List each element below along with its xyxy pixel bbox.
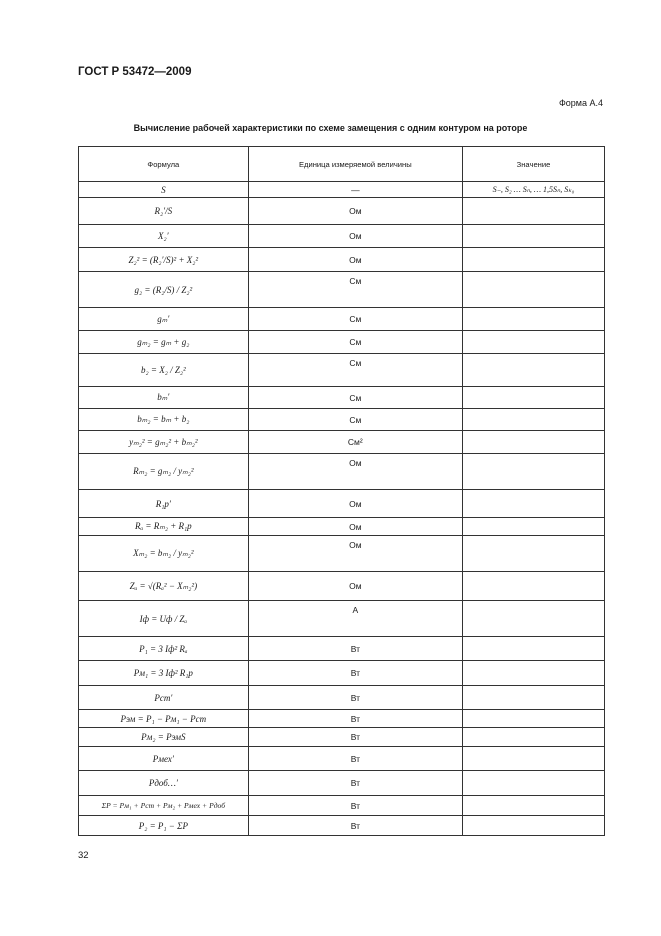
unit-cell: См [248, 272, 462, 308]
unit-cell: Вт [248, 637, 462, 661]
value-cell [463, 518, 605, 536]
table-row [79, 661, 605, 686]
value-cell [463, 572, 605, 601]
page-number: 32 [78, 850, 89, 861]
formula-cell: g₂ = (R₂/S) / Z₂² [79, 272, 249, 308]
formula-cell: S [79, 182, 249, 198]
value-cell [463, 816, 605, 836]
formula-cell: Xₘ₂ = bₘ₂ / yₘ₂² [79, 536, 249, 572]
table-row [79, 409, 605, 431]
value-cell [463, 354, 605, 387]
table-header-row [79, 147, 605, 182]
calculation-table [78, 146, 605, 836]
unit-cell: Вт [248, 771, 462, 796]
column-header-unit: Единица измеряемой величины [248, 147, 462, 182]
value-cell [463, 198, 605, 225]
unit-cell: Вт [248, 747, 462, 771]
value-cell [463, 637, 605, 661]
value-cell [463, 387, 605, 409]
form-label: Форма А.4 [558, 98, 603, 108]
unit-cell: См² [248, 431, 462, 454]
table-row [79, 182, 605, 198]
value-cell [463, 331, 605, 354]
unit-cell: См [248, 409, 462, 431]
formula-cell: ΣP = Pм₁ + Pст + Pм₂ + Pмех + Pдоб [79, 796, 249, 816]
table-row [79, 518, 605, 536]
table-row [79, 354, 605, 387]
table-row [79, 431, 605, 454]
unit-cell: А [248, 601, 462, 637]
formula-cell: Pм₁ = 3 Iф² R₁р [79, 661, 249, 686]
table-row [79, 536, 605, 572]
unit-cell: Ом [248, 454, 462, 490]
unit-cell: Вт [248, 686, 462, 710]
formula-cell: gₘ′ [79, 308, 249, 331]
unit-cell: Вт [248, 710, 462, 728]
formula-cell: Pм₂ = PэмS [79, 728, 249, 747]
formula-cell: R₁р′ [79, 490, 249, 518]
formula-cell: bₘ′ [79, 387, 249, 409]
standard-number: ГОСТ Р 53472—2009 [78, 66, 192, 78]
table-row [79, 816, 605, 836]
formula-cell: gₘ₂ = gₘ + g₂ [79, 331, 249, 354]
formula-cell: P₁ = 3 Iф² Rₐ [79, 637, 249, 661]
unit-cell: См [248, 331, 462, 354]
value-cell [463, 454, 605, 490]
value-cell [463, 661, 605, 686]
value-cell [463, 747, 605, 771]
column-header-formula: Формула [79, 147, 249, 182]
unit-cell: См [248, 387, 462, 409]
formula-cell: X₂′ [79, 225, 249, 248]
unit-cell: Ом [248, 490, 462, 518]
table-row [79, 637, 605, 661]
value-cell [463, 728, 605, 747]
value-cell [463, 536, 605, 572]
table-row [79, 747, 605, 771]
formula-cell: b₂ = X₂ / Z₂² [79, 354, 249, 387]
table-row [79, 308, 605, 331]
value-cell [463, 490, 605, 518]
value-cell [463, 225, 605, 248]
column-header-value: Значение [463, 147, 605, 182]
table-row [79, 771, 605, 796]
table-title: Вычисление рабочей характеристики по схеме замещения с одним контуром на роторе [133, 123, 528, 133]
formula-cell: Pэм = P₁ − Pм₁ − Pст [79, 710, 249, 728]
formula-cell: bₘ₂ = bₘ + b₂ [79, 409, 249, 431]
table-row [79, 728, 605, 747]
unit-cell: Ом [248, 536, 462, 572]
table-row [79, 490, 605, 518]
unit-cell: Вт [248, 661, 462, 686]
formula-cell: Pмех′ [79, 747, 249, 771]
unit-cell: Ом [248, 248, 462, 272]
unit-cell: Вт [248, 728, 462, 747]
unit-cell: Ом [248, 198, 462, 225]
formula-cell: Zₐ = √(Rₐ² − Xₘ₂²) [79, 572, 249, 601]
value-cell [463, 601, 605, 637]
unit-cell: См [248, 354, 462, 387]
value-cell [463, 272, 605, 308]
formula-cell: Rₘ₂ = gₘ₂ / yₘ₂² [79, 454, 249, 490]
unit-cell: Ом [248, 572, 462, 601]
table-row [79, 454, 605, 490]
unit-cell: Ом [248, 518, 462, 536]
unit-cell: Ом [248, 225, 462, 248]
table-row [79, 572, 605, 601]
unit-cell: Вт [248, 796, 462, 816]
value-cell [463, 686, 605, 710]
table-row [79, 331, 605, 354]
value-cell [463, 431, 605, 454]
table-row [79, 686, 605, 710]
formula-cell: Z₂² = (R₂′/S)² + X₂² [79, 248, 249, 272]
unit-cell: Вт [248, 816, 462, 836]
value-cell [463, 710, 605, 728]
formula-cell: yₘ₂² = gₘ₂² + bₘ₂² [79, 431, 249, 454]
unit-cell: — [248, 182, 462, 198]
table-row [79, 198, 605, 225]
formula-cell: P₂ = P₁ − ΣP [79, 816, 249, 836]
value-cell [463, 409, 605, 431]
table-row [79, 248, 605, 272]
value-cell [463, 796, 605, 816]
table-row [79, 225, 605, 248]
table-row [79, 387, 605, 409]
formula-cell: Iф = Uф / Zₐ [79, 601, 249, 637]
value-cell [463, 308, 605, 331]
value-cell: S₋, S₂ … Sₙ, … 1,5Sₙ, Sₖ₀ [463, 182, 605, 198]
unit-cell: См [248, 308, 462, 331]
table-row [79, 601, 605, 637]
formula-cell: Rₐ = Rₘ₂ + R₁р [79, 518, 249, 536]
table-row [79, 796, 605, 816]
value-cell [463, 771, 605, 796]
formula-cell: Pст′ [79, 686, 249, 710]
table-row [79, 272, 605, 308]
table-row [79, 710, 605, 728]
formula-cell: Pдоб…′ [79, 771, 249, 796]
value-cell [463, 248, 605, 272]
formula-cell: R₂′/S [79, 198, 249, 225]
